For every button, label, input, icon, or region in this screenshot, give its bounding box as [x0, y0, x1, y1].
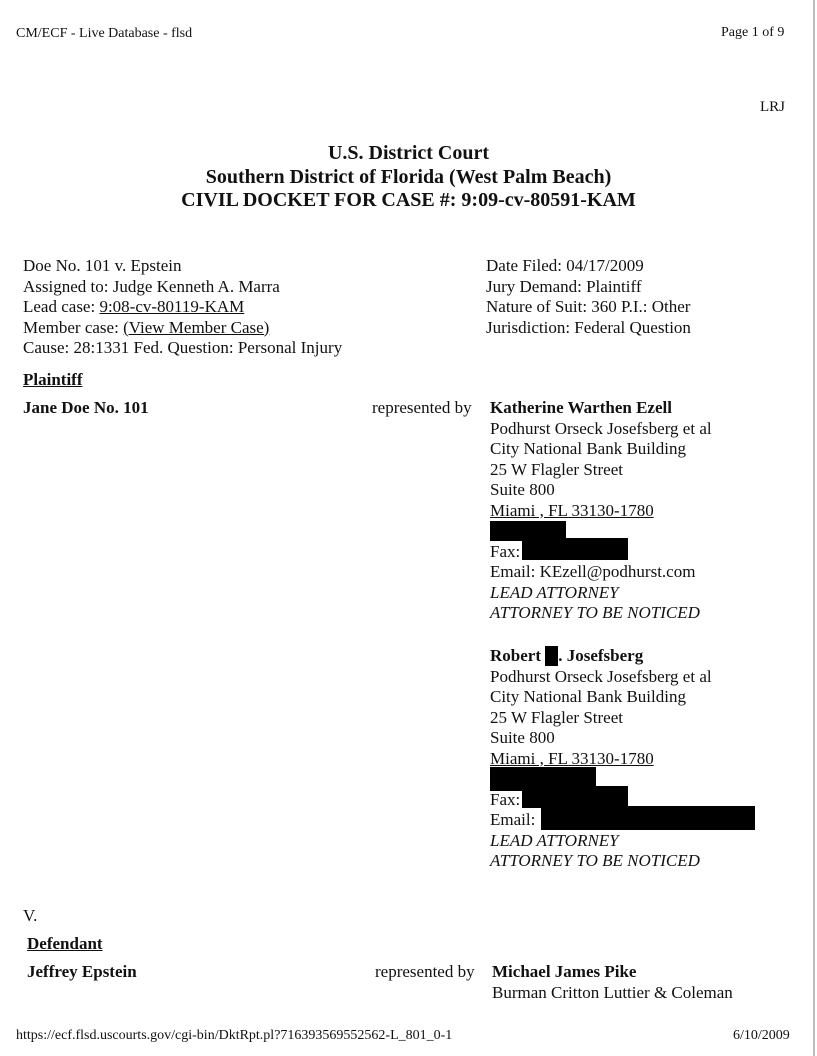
plaintiff-heading: Plaintiff [23, 370, 83, 389]
nature-of-suit: Nature of Suit: 360 P.I.: Other [486, 297, 691, 316]
attorney-email: Email: KEzell@podhurst.com [490, 562, 696, 581]
lead-case-row [23, 297, 342, 318]
versus-label: V. [23, 906, 38, 925]
fax-redaction [522, 786, 628, 808]
defendant-name: Jeffrey Epstein [27, 962, 137, 981]
defendant-attorney-name: Michael James Pike [492, 962, 637, 981]
attorney-city: Miami , FL 33130-1780 [490, 748, 654, 768]
attorney-street: 25 W Flagler Street [490, 707, 623, 727]
attorney-building: City National Bank Building [490, 687, 686, 706]
member-case-link[interactable]: (View Member Case) [123, 317, 270, 337]
member-case-row [23, 318, 342, 339]
attorney-name: Katherine Warthen Ezell [490, 398, 672, 417]
attorney-last-name: . Josefsberg [558, 646, 644, 665]
defendant-attorney [492, 962, 733, 1003]
jurisdiction: Jurisdiction: Federal Question [486, 317, 691, 337]
lead-case-link[interactable]: 9:08-cv-80119-KAM [99, 297, 245, 316]
court-title: U.S. District Court [327, 142, 490, 164]
attorney-firm: Podhurst Orseck Josefsberg et al [490, 418, 712, 438]
attorney-notice-designation: ATTORNEY TO BE NOTICED [490, 603, 700, 622]
attorney-first-name: Robert [490, 646, 546, 665]
attorney-name-row [490, 646, 755, 667]
attorney-street: 25 W Flagler Street [490, 459, 623, 479]
plaintiff-represented-by: represented by [372, 398, 472, 417]
case-cause: Cause: 28:1331 Fed. Question: Personal Injury [23, 338, 343, 357]
fax-label: Fax: [490, 789, 521, 809]
court-district: Southern District of Florida (West Palm Beach) [205, 166, 612, 188]
defendant-represented-by: represented by [375, 962, 475, 981]
attorney-notice-designation: ATTORNEY TO BE NOTICED [490, 851, 700, 870]
attorney-suite: Suite 800 [490, 480, 555, 499]
defendant-attorney-firm: Burman Critton Luttier & Coleman [492, 982, 733, 1002]
case-caption: Doe No. 101 v. Epstein [23, 256, 182, 275]
fax-row [490, 542, 712, 563]
header-initials: LRJ [760, 99, 786, 115]
attorney-suite: Suite 800 [490, 728, 555, 747]
case-info-right [486, 256, 691, 338]
jury-demand: Jury Demand: Plaintiff [486, 276, 642, 296]
plaintiff-attorney-2 [490, 646, 755, 872]
attorney-city: Miami , FL 33130-1780 [490, 500, 654, 520]
docket-case-number: CIVIL DOCKET FOR CASE #: 9:09-cv-80591-KAM [181, 189, 636, 211]
defendant-heading: Defendant [27, 934, 103, 953]
attorney-firm: Podhurst Orseck Josefsberg et al [490, 666, 712, 686]
header-page-number: Page 1 of 9 [721, 25, 785, 40]
case-info-left [23, 256, 342, 359]
email-redaction [541, 806, 755, 830]
date-filed: Date Filed: 04/17/2009 [486, 256, 644, 275]
member-case-label: Member case: [23, 317, 124, 337]
header-app-title: CM/ECF - Live Database - flsd [16, 26, 193, 41]
attorney-lead-designation: LEAD ATTORNEY [490, 582, 619, 602]
assigned-judge: Assigned to: Judge Kenneth A. Marra [23, 276, 280, 296]
fax-label: Fax: [490, 541, 521, 561]
plaintiff-name: Jane Doe No. 101 [23, 398, 149, 417]
plaintiff-attorney-1 [490, 398, 712, 624]
middle-initial-redaction [545, 646, 558, 666]
fax-redaction [522, 538, 628, 560]
email-label: Email: [490, 810, 536, 829]
footer-date: 6/10/2009 [733, 1028, 790, 1043]
footer-url: https://ecf.flsd.uscourts.gov/cgi-bin/DktRpt.pl?716393569552562-L_801_0-1 [16, 1028, 453, 1043]
attorney-building: City National Bank Building [490, 439, 686, 458]
email-row [490, 810, 755, 831]
attorney-lead-designation: LEAD ATTORNEY [490, 830, 619, 850]
lead-case-label: Lead case: [23, 297, 100, 316]
